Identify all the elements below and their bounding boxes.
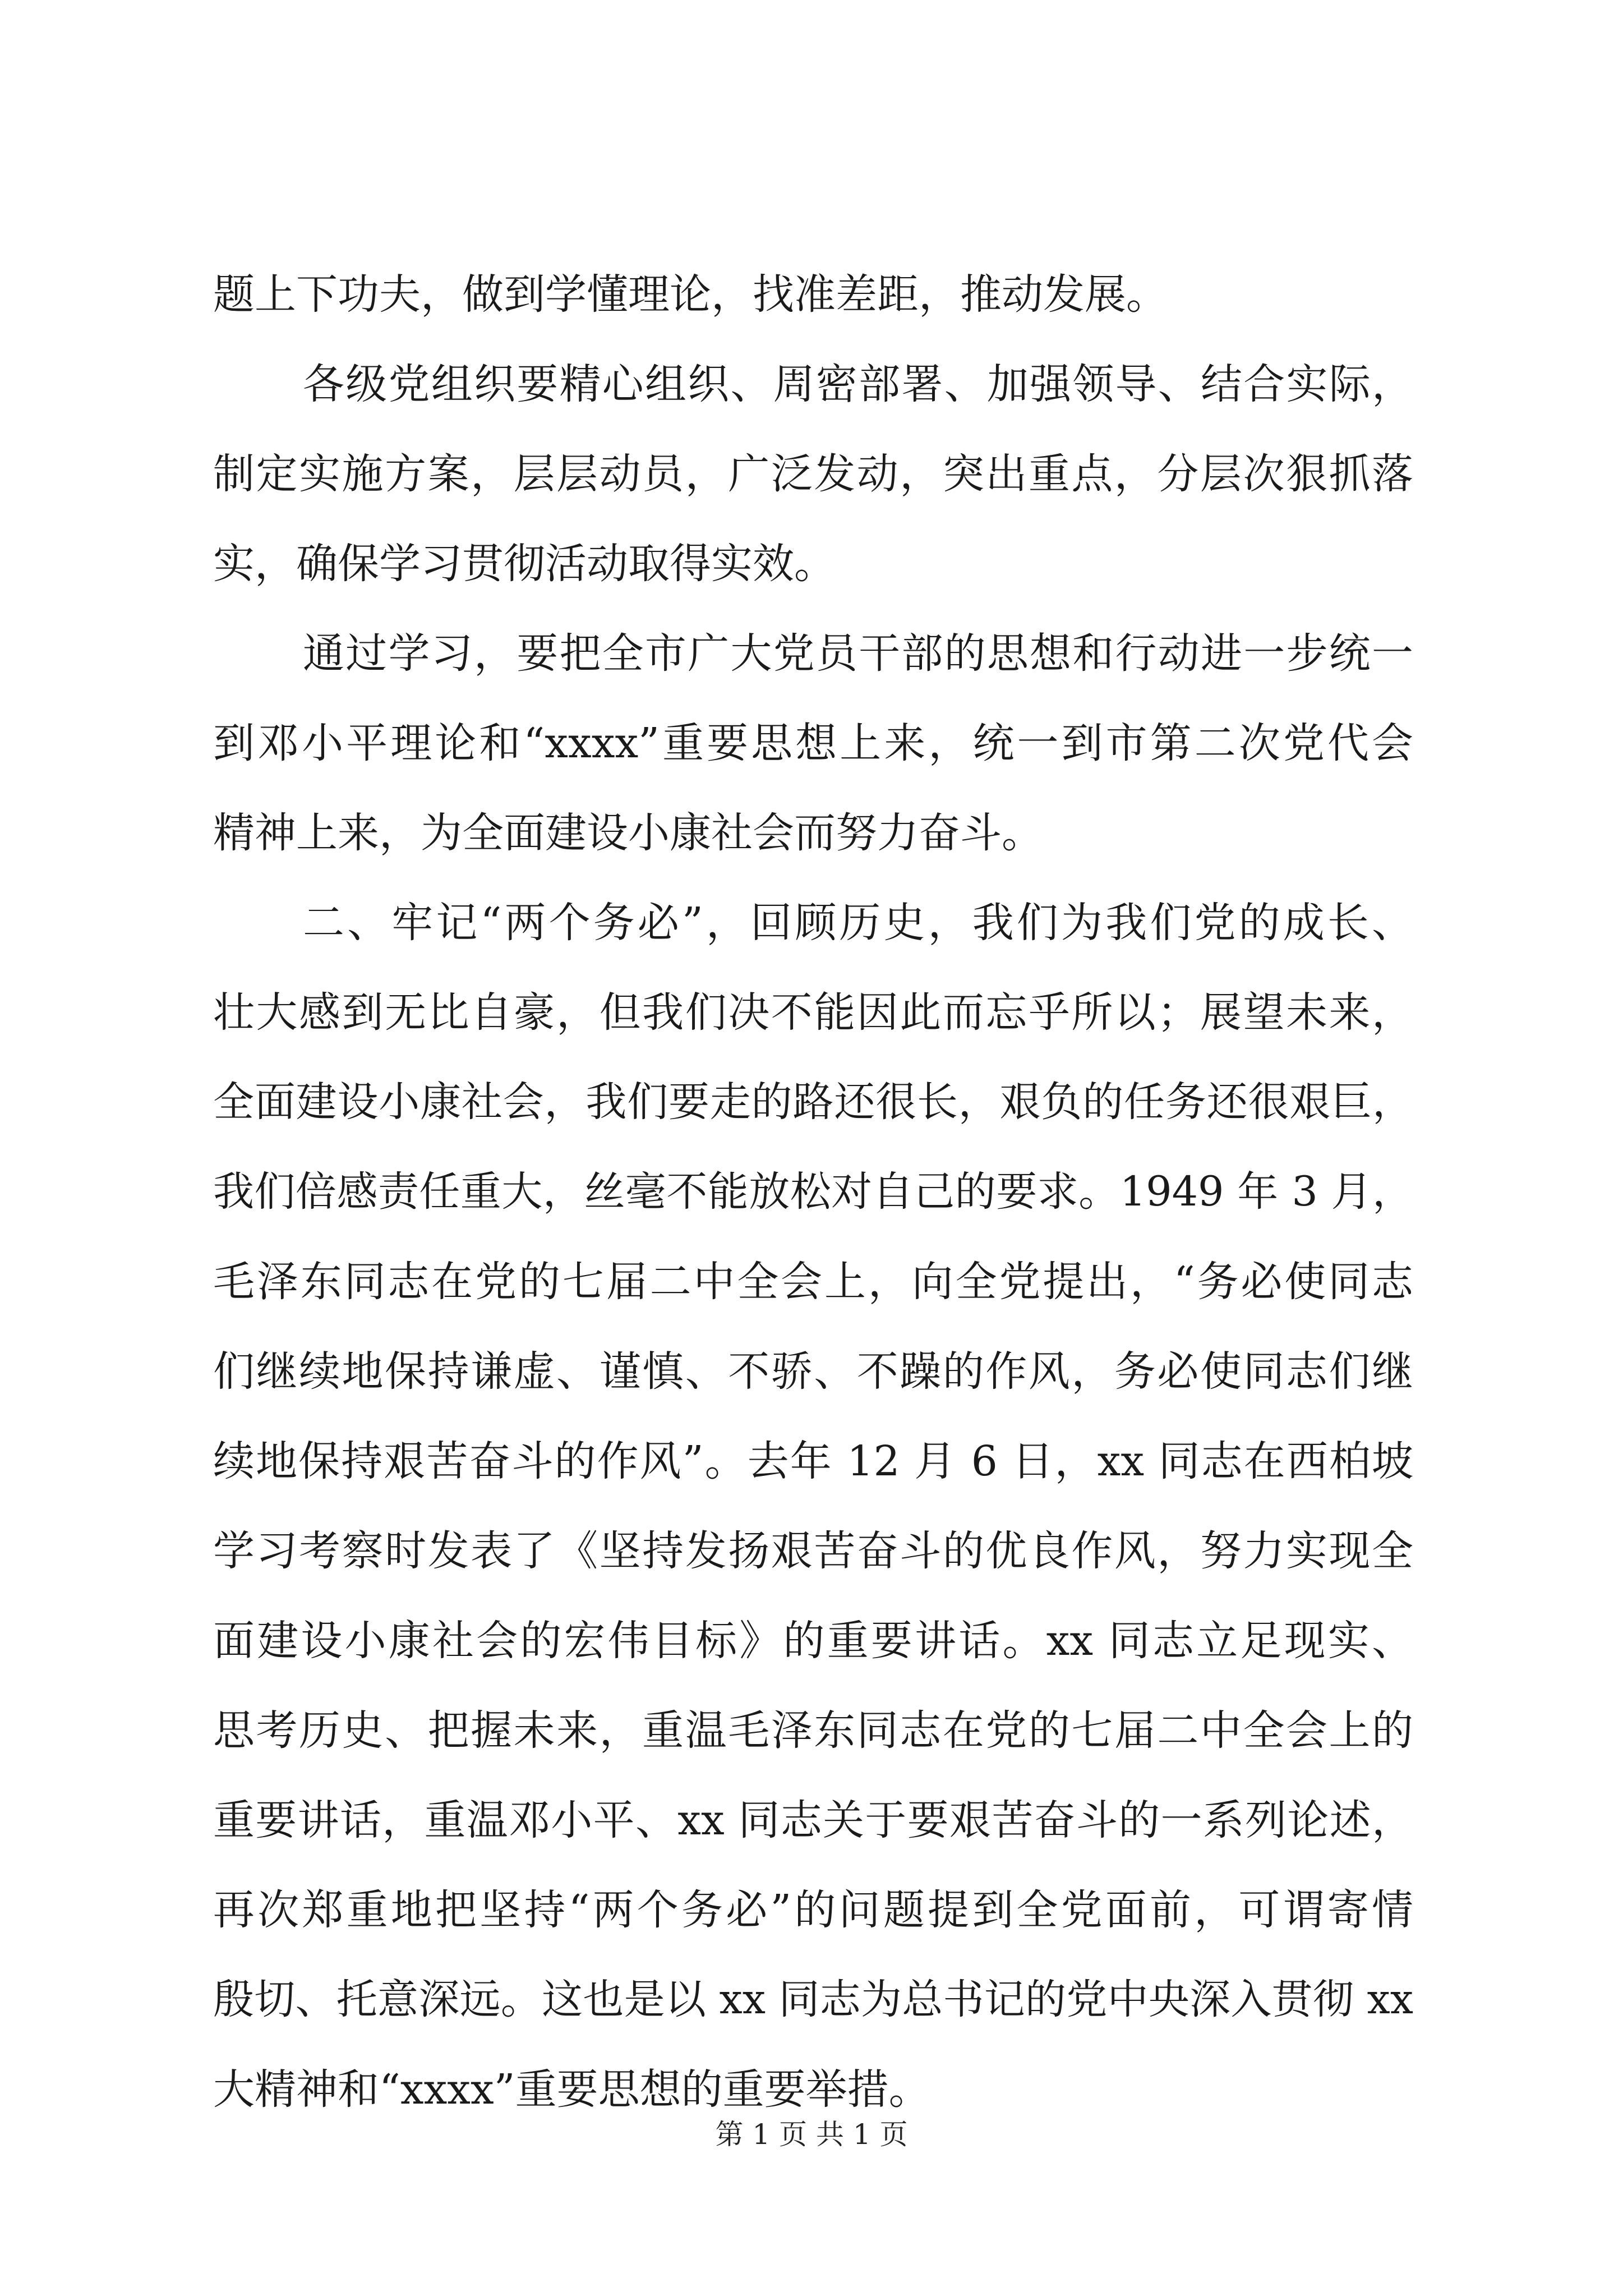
text-line: 续地保持艰苦奋斗的作风”。去年 12 月 6 日，xx 同志在西柏坡 <box>213 1437 1413 1485</box>
text-line: 制定实施方案，层层动员，广泛发动，突出重点，分层次狠抓落 <box>213 450 1413 498</box>
text-line: 精神上来，为全面建设小康社会而努力奋斗。 <box>213 809 1043 857</box>
text-line: 面建设小康社会的宏伟目标》的重要讲话。xx 同志立足现实、 <box>213 1617 1413 1665</box>
text-line: 重要讲话，重温邓小平、xx 同志关于要艰苦奋斗的一系列论述， <box>213 1796 1413 1844</box>
text-line: 我们倍感责任重大，丝毫不能放松对自己的要求。1949 年 3 月， <box>213 1168 1413 1216</box>
text-line: 再次郑重地把坚持“两个务必”的问题提到全党面前，可谓寄情 <box>213 1886 1413 1934</box>
page-footer: 第 1 页 共 1 页 <box>715 2118 908 2151</box>
text-line: 壮大感到无比自豪，但我们决不能因此而忘乎所以；展望未来， <box>213 988 1413 1037</box>
text-line: 学习考察时发表了《坚持发扬艰苦奋斗的优良作风，努力实现全 <box>213 1527 1413 1575</box>
text-line: 题上下功夫，做到学懂理论，找准差距，推动发展。 <box>213 270 1168 319</box>
text-line: 通过学习，要把全市广大党员干部的思想和行动进一步统一 <box>303 629 1413 678</box>
text-line: 到邓小平理论和“xxxx”重要思想上来，统一到市第二次党代会 <box>213 719 1413 767</box>
text-line: 毛泽东同志在党的七届二中全会上，向全党提出，“务必使同志 <box>213 1258 1413 1306</box>
text-line: 们继续地保持谦虚、谨慎、不骄、不躁的作风，务必使同志们继 <box>213 1347 1413 1396</box>
text-line: 殷切、托意深远。这也是以 xx 同志为总书记的党中央深入贯彻 xx <box>213 1976 1413 2023</box>
text-line: 实，确保学习贯彻活动取得实效。 <box>213 540 836 588</box>
text-line: 大精神和“xxxx”重要思想的重要举措。 <box>213 2065 930 2114</box>
text-line: 各级党组织要精心组织、周密部署、加强领导、结合实际， <box>303 360 1413 408</box>
text-line: 思考历史、把握未来，重温毛泽东同志在党的七届二中全会上的 <box>213 1706 1413 1755</box>
text-line: 二、牢记“两个务必”，回顾历史，我们为我们党的成长、 <box>303 899 1413 947</box>
text-line: 全面建设小康社会，我们要走的路还很长，艰负的任务还很艰巨， <box>213 1078 1413 1126</box>
